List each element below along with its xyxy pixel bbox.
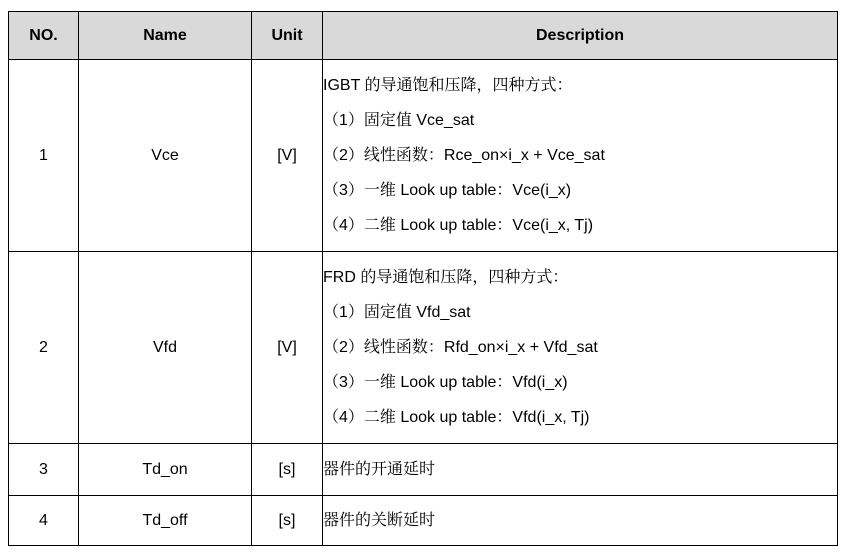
table-row [9, 252, 838, 444]
parameter-table [8, 11, 838, 546]
row-unit: [s] [252, 496, 323, 546]
row-name: Td_off [79, 496, 252, 546]
header-no: NO. [9, 12, 79, 60]
row-no: 3 [9, 444, 79, 496]
description-line: 器件的开通延时 [323, 461, 436, 478]
table-row [9, 444, 838, 496]
description-line: （4）二维 Look up table：Vce(i_x, Tj) [323, 217, 594, 234]
description-line: FRD 的导通饱和压降，四种方式： [323, 269, 569, 286]
row-unit: [V] [252, 60, 323, 252]
row-unit: [V] [252, 252, 323, 444]
row-name: Vce [79, 60, 252, 252]
header-description: Description [323, 12, 838, 60]
header-name: Name [79, 12, 252, 60]
row-description [323, 444, 838, 496]
row-description [323, 252, 838, 444]
description-line: （2）线性函数：Rfd_on×i_x + Vfd_sat [323, 339, 598, 356]
description-line: （2）线性函数：Rce_on×i_x + Vce_sat [323, 147, 605, 164]
table-row [9, 60, 838, 252]
row-no: 2 [9, 252, 79, 444]
description-line: （1）固定值 Vfd_sat [323, 304, 471, 321]
description-line: 器件的关断延时 [323, 512, 436, 529]
row-description [323, 60, 838, 252]
row-name: Td_on [79, 444, 252, 496]
description-line: IGBT 的导通饱和压降，四种方式： [323, 77, 573, 94]
row-no: 4 [9, 496, 79, 546]
description-line: （3）一维 Look up table：Vfd(i_x) [323, 374, 568, 391]
row-no: 1 [9, 60, 79, 252]
description-line: （1）固定值 Vce_sat [323, 112, 475, 129]
row-name: Vfd [79, 252, 252, 444]
row-description [323, 496, 838, 546]
description-line: （4）二维 Look up table：Vfd(i_x, Tj) [323, 409, 590, 426]
row-unit: [s] [252, 444, 323, 496]
table-row [9, 496, 838, 546]
header-unit: Unit [252, 12, 323, 60]
header-row [9, 12, 838, 60]
description-line: （3）一维 Look up table：Vce(i_x) [323, 182, 572, 199]
